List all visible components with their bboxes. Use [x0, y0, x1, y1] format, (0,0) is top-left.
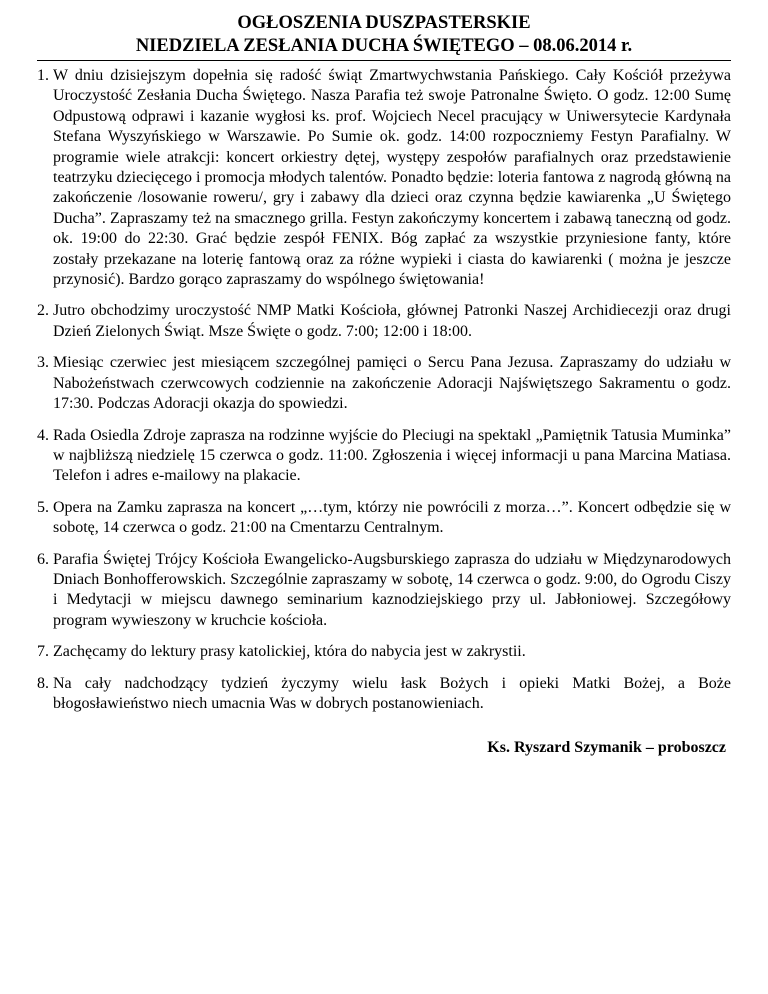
signature: Ks. Ryszard Szymanik – proboszcz	[487, 739, 726, 756]
announcement-number: 8.	[37, 674, 49, 692]
announcement-item	[37, 301, 731, 342]
announcement-text: Miesiąc czerwiec jest miesiącem szczególnej pamięci o Sercu Pana Jezusa. Zapraszamy do udziału w Nabożeństwach czerwcowych codziennie na zakończenie Adoracji Najświętszego Sakramentu o godz. 17:30. Podczas Adoracji okazja do spowiedzi.	[53, 354, 731, 413]
announcement-text: W dniu dzisiejszym dopełnia się radość świąt Zmartwychwstania Pańskiego. Cały Kościół przeżywa Uroczystość Zesłania Ducha Świętego. Nasza Parafia też swoje Patronalne Święto. O godz. 12:00 Sumę Odpustową odprawi i kazanie wygłosi ks. prof. Wojciech Necel pracujący w Uniwersytecie Kardynała Stefana Wyszyńskiego w Warszawie. Po Sumie ok. godz. 14:00 rozpoczniemy Festyn Parafialny. W programie wiele atrakcji: koncert orkiestry dętej, występy zespołów parafialnych oraz przedstawienie teatrzyku dziecięcego i promocja młodych talentów. Ponadto będzie: loteria fantowa z nagrodą główną na zakończenie /losowanie roweru/, gry i zabawy dla dzieci oraz czynna będzie kawiarenka „U Świętego Ducha”. Zapraszamy też na smacznego grilla. Festyn zakończymy koncertem i zabawą taneczną od godz. ok. 19:00 do 22:30. Grać będzie zespół FENIX. Bóg zapłać za wszystkie przyniesione fanty, które zostały przekazane na loterię fantową oraz za różne wypieki i ciasta do kawiarenki ( można je jeszcze przynosić). Bardzo gorąco zapraszamy do wspólnego świętowania!	[53, 67, 731, 289]
announcement-text: Jutro obchodzimy uroczystość NMP Matki Kościoła, głównej Patronki Naszej Archidiecezji oraz drugi Dzień Zielonych Świąt. Msze Święte o godz. 7:00; 12:00 i 18:00.	[53, 302, 731, 340]
document-title: OGŁOSZENIA DUSZPASTERSKIE	[237, 13, 531, 33]
announcement-item	[37, 642, 731, 662]
announcement-number: 3.	[37, 354, 49, 372]
announcement-text: Opera na Zamku zaprasza na koncert „…tym, którzy nie powrócili z morza…”. Koncert odbędzie się w sobotę, 14 czerwca o godz. 21:00 na Cmentarzu Centralnym.	[53, 498, 731, 537]
announcement-number: 7.	[37, 643, 49, 661]
announcement-item	[37, 353, 731, 414]
announcement-item	[37, 66, 731, 290]
announcement-number: 1.	[37, 67, 49, 84]
announcement-text: Parafia Świętej Trójcy Kościoła Ewangelicko-Augsburskiego zaprasza do udziału w Międzynarodowych Dniach Bonhofferowskich. Szczególnie zapraszamy w sobotę, 14 czerwca o godz. 9:00, do Ogrodu Ciszy i Medytacji w miejscu dawnego seminarium kaznodziejskiego przy ul. Jabłoniowej. Szczegółowy program wywieszony w kruchcie kościoła.	[53, 550, 731, 629]
announcement-number: 6.	[37, 550, 49, 568]
announcement-item	[37, 498, 731, 539]
announcements-list	[37, 66, 731, 725]
announcement-item	[37, 426, 731, 487]
announcement-text: Na cały nadchodzący tydzień życzymy wielu łask Bożych i opieki Matki Bożej, a Boże błogosławieństwo niech umacnia Was w dobrych postanowieniach.	[53, 674, 731, 712]
announcement-number: 5.	[37, 498, 49, 516]
announcement-number: 2.	[37, 302, 49, 320]
announcement-text: Zachęcamy do lektury prasy katolickiej, która do nabycia jest w zakrystii.	[53, 643, 526, 661]
document-subtitle: NIEDZIELA ZESŁANIA DUCHA ŚWIĘTEGO – 08.06.2014 r.	[135, 36, 633, 56]
announcement-item	[37, 550, 731, 632]
announcement-number: 4.	[37, 426, 49, 444]
announcement-text: Rada Osiedla Zdroje zaprasza na rodzinne wyjście do Pleciugi na spektakl „Pamiętnik Tatusia Muminka” w najbliższą niedzielę 15 czerwca o godz. 11:00. Zgłoszenia i więcej informacji u pana Marcina Matiasa. Telefon i adres e-mailowy na plakacie.	[53, 426, 731, 485]
announcement-item	[37, 674, 731, 715]
header-divider	[37, 60, 731, 61]
